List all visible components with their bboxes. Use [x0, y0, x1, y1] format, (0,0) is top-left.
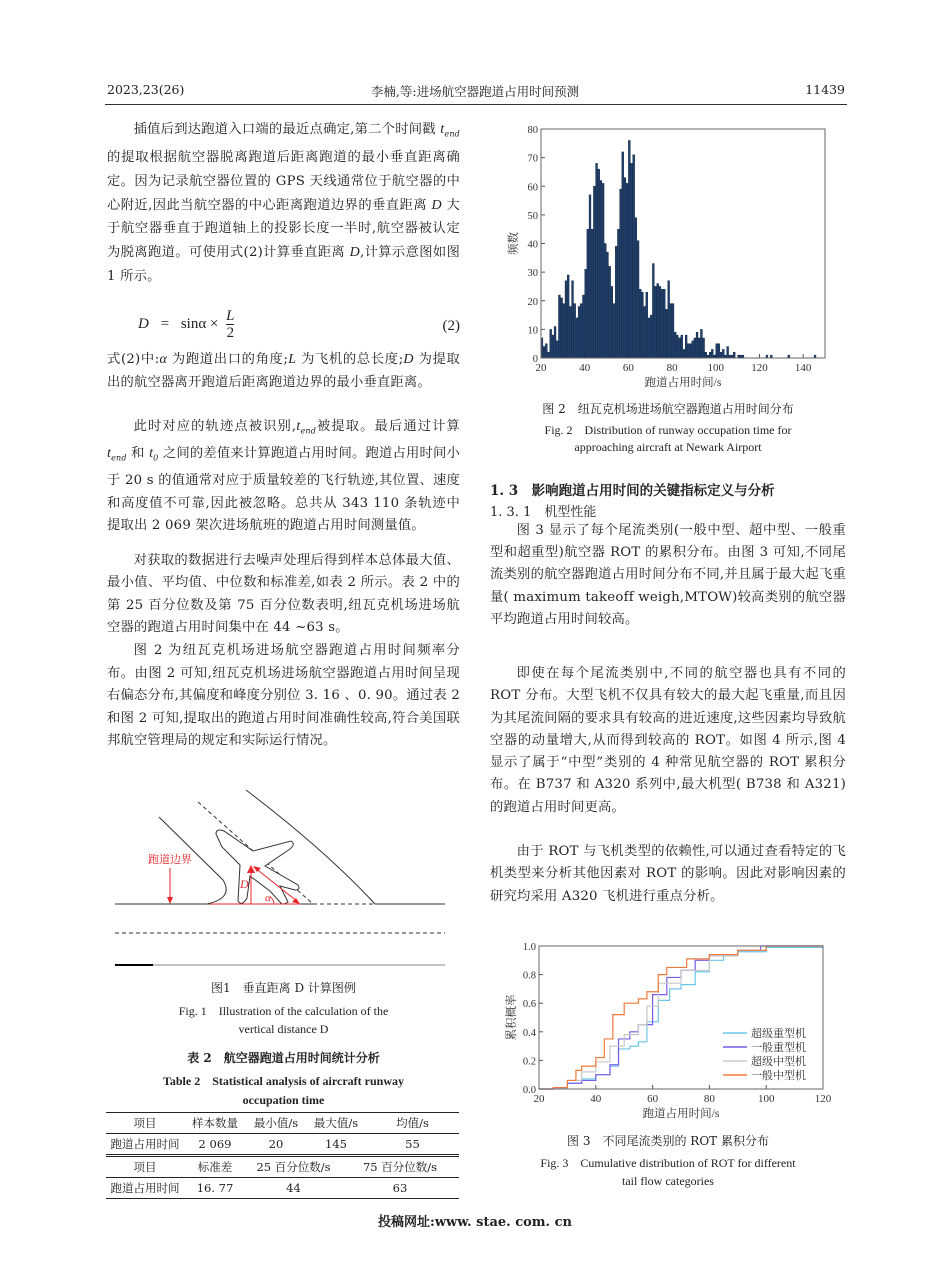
text-segment: 对获取的数据进行去噪声处理后得到样本总体最大值、最小值、平均值、中位数和标准差,如表 2 所示。表 2 中的第 25 百分位数及第 75 百分位数表明,纽瓦克机场进场航空器的跑道占用时间集中在 44 ~63 s。	[107, 553, 460, 636]
table-header-cell: 项目	[133, 1160, 157, 1174]
math-subscript: end	[300, 426, 317, 436]
figure-3-cdf-chart	[495, 935, 835, 1125]
table-header-cell: 均值/s	[396, 1116, 429, 1130]
paragraph	[490, 663, 846, 819]
histogram-bar	[659, 286, 661, 358]
histogram-bar	[554, 327, 556, 358]
x-tick-label: 60	[647, 1093, 659, 1105]
table-cell: 16. 77	[196, 1181, 234, 1195]
table-cell: 63	[392, 1181, 408, 1195]
text-segment: 为跑道出口的角度;	[167, 352, 289, 367]
paragraph	[107, 550, 460, 640]
histogram-bar	[558, 295, 560, 358]
histogram-bar	[716, 344, 718, 358]
table-header-cell: 最大值/s	[313, 1116, 359, 1130]
x-tick-label: 40	[579, 362, 591, 374]
table-header-cell: 样本数量	[192, 1116, 238, 1130]
text-segment: ,计算示意图如图 1 所示。	[107, 245, 461, 284]
figure-2-caption-en: Fig. 2 Distribution of runway occupation time for	[544, 423, 792, 437]
histogram-bar	[648, 318, 650, 358]
histogram-bar	[589, 195, 591, 358]
table-2	[106, 1112, 459, 1199]
eq-sign: =	[160, 315, 170, 332]
math-subscript: end	[111, 453, 127, 463]
histogram-bar	[668, 281, 670, 358]
histogram-bar	[698, 338, 700, 358]
header-title: 李楠,等:进场航空器跑道占用时间预测	[370, 84, 580, 99]
table-cell: 55	[405, 1137, 420, 1151]
histogram-bar	[598, 169, 600, 358]
table-header-cell: 最小值/s	[253, 1116, 299, 1130]
eq-denominator: 2	[226, 325, 235, 341]
histogram-bar	[593, 186, 595, 358]
math-variable: t	[149, 446, 154, 462]
figure-2-histogram	[495, 115, 835, 395]
histogram-bar	[661, 289, 663, 358]
eq-numerator: L	[226, 308, 235, 324]
histogram-bar	[565, 281, 567, 358]
histogram-bar	[646, 292, 648, 358]
histogram-bar	[687, 344, 689, 358]
y-tick-label: 0.6	[522, 999, 536, 1011]
histogram-bar	[733, 352, 735, 358]
eq-lhs: D	[138, 315, 149, 332]
histogram-bar	[672, 304, 674, 358]
math-variable: D	[431, 197, 442, 213]
histogram-bar	[652, 264, 654, 358]
histogram-bar	[576, 318, 578, 358]
x-tick-label: 20	[535, 362, 547, 374]
histogram-bar	[703, 338, 705, 358]
table-cell: 145	[325, 1137, 347, 1151]
x-axis-label: 跑道占用时间/s	[642, 1108, 720, 1120]
histogram-bar	[657, 284, 659, 358]
header-issue: 2023,23(26)	[107, 82, 185, 97]
paragraph	[107, 640, 460, 753]
histogram-bar	[545, 344, 547, 358]
y-tick-label: 0.4	[522, 1027, 536, 1039]
figure-3-caption-cn: 图 3 不同尾流类别的 ROT 累积分布	[567, 1134, 769, 1148]
histogram-bar	[655, 286, 657, 358]
text-segment: 插值后到达跑道入口端的最近点确定,第二个时间戳	[133, 122, 441, 137]
y-tick-label: 0.2	[522, 1056, 536, 1068]
x-tick-label: 140	[794, 362, 812, 374]
histogram-bar	[705, 352, 707, 358]
math-variable: D	[349, 245, 360, 261]
y-tick-label: 0	[532, 354, 538, 365]
histogram-bar	[556, 341, 558, 358]
math-variable: t	[107, 446, 112, 462]
label-runway-boundary: 跑道边界	[148, 854, 192, 866]
paragraph	[490, 520, 846, 631]
histogram-bar	[587, 229, 589, 358]
histogram-bar	[681, 335, 683, 358]
table-header-cell: 标准差	[197, 1160, 233, 1174]
table-header-cell: 25 百分位数/s	[256, 1160, 331, 1174]
text-segment: 和	[126, 446, 150, 462]
text-segment: 由于 ROT 与飞机类型的依赖性,可以通过查看特定的飞机类型来分析其他因素对 ROT 的影响。因此对影响因素的研究均采用 A320 飞机进行重点分析。	[490, 844, 846, 904]
histogram-bar	[709, 352, 711, 358]
x-tick-label: 20	[533, 1093, 545, 1105]
histogram-bar	[543, 347, 545, 358]
table-header-row	[106, 1157, 459, 1178]
histogram-bar	[585, 269, 587, 358]
x-tick-label: 100	[707, 362, 725, 374]
y-tick-label: 10	[527, 325, 538, 337]
histogram-bar	[550, 329, 552, 358]
math-subscript: 0	[153, 453, 159, 463]
x-tick-label: 120	[751, 362, 768, 374]
figure-2-caption-cn: 图 2 纽瓦克机场进场航空器跑道占用时间分布	[542, 402, 794, 416]
table-header-row	[106, 1113, 459, 1134]
x-tick-label: 40	[590, 1093, 602, 1105]
histogram-bar	[626, 183, 628, 358]
x-tick-label: 120	[814, 1093, 832, 1105]
table-2-caption-en-2: occupation time	[242, 1093, 325, 1107]
text-segment: 图 2 为纽瓦克机场进场航空器跑道占用时间频率分布。由图 2 可知,纽瓦克机场进场航空器跑道占用时间呈现右偏态分布,其偏度和峰度分别位 3. 16 、0. 90。通过表 2 和图 2 可知,提取出的跑道占用时间准确性较高,符合美国联邦航空管理局的规定和实际运行情况。	[107, 643, 460, 749]
x-tick-label: 60	[622, 362, 634, 374]
histogram-bar	[591, 229, 593, 358]
histogram-bar	[727, 347, 729, 358]
figure-1-caption-cn: 图1 垂直距离 D 计算图例	[211, 981, 356, 995]
histogram-bar	[639, 289, 641, 358]
histogram-bar	[617, 229, 619, 358]
histogram-bar	[663, 289, 665, 358]
y-tick-label: 20	[527, 296, 538, 308]
text-segment: 为提取出的航空器离开跑道后距离跑道边界的最小垂直距离。	[107, 352, 460, 390]
table-cell: 20	[268, 1137, 284, 1151]
y-tick-label: 40	[527, 239, 538, 251]
histogram-bar	[694, 338, 696, 358]
text-segment: 之间的差值来计算跑道占用时间。跑道占用时间小于 20 s 的值通常对应于质量较差的飞行轨迹,其位置、速度和高度值不可靠,因此被忽略。总共从 343 110 条轨迹中提取出 2 069 架次进场航班的跑道占用时间测量值。	[107, 446, 460, 533]
table-cell: 44	[286, 1181, 301, 1195]
table-header-cell: 项目	[133, 1116, 157, 1130]
histogram-bar	[615, 246, 617, 358]
histogram-bar	[622, 152, 624, 358]
table-row	[106, 1178, 459, 1199]
histogram-bar	[641, 292, 643, 358]
histogram-bar	[613, 304, 615, 358]
histogram-bar	[604, 244, 606, 359]
header-page-number: 11439	[805, 82, 845, 97]
text-segment: 此时对应的轨迹点被识别,	[133, 419, 297, 434]
x-tick-label: 100	[757, 1093, 775, 1105]
histogram-bar	[583, 295, 585, 358]
table-cell: 2 069	[198, 1137, 232, 1151]
text-segment: 大于航空器垂直于跑道轴上的投影长度一半时,航空器被认定为脱离跑道。可使用式(2)计算垂直距离	[107, 197, 460, 261]
histogram-bar	[718, 344, 720, 358]
figure-1-caption-en-2: vertical distance D	[238, 1022, 329, 1036]
x-axis-label: 跑道占用时间/s	[644, 377, 722, 389]
histogram-bar	[644, 306, 646, 358]
text-segment: 图 3 显示了每个尾流类别(一般中型、超中型、一般重型和超重型)航空器 ROT 的累积分布。由图 3 可知,不同尾流类别的航空器跑道占用时间分布不同,并且属于最大起飞重量( maximum takeoff weigh,MTOW)较高类别的航空器平均跑道占用时间较高。	[490, 523, 846, 627]
eq-number: (2)	[442, 318, 460, 334]
histogram-bar	[611, 286, 613, 358]
histogram-bar	[635, 218, 637, 358]
text-segment: 被提取。最后通过计算	[316, 419, 460, 434]
table-row	[106, 1134, 459, 1156]
histogram-bar	[692, 341, 694, 358]
figure-1-caption-en: Fig. 1 Illustration of the calculation of the	[178, 1004, 389, 1018]
histogram-bar	[700, 329, 702, 358]
y-tick-label: 0.0	[522, 1085, 536, 1096]
math-variable: L	[288, 352, 297, 367]
histogram-bar	[670, 304, 672, 358]
label-alpha: α	[265, 892, 271, 904]
histogram-bar	[631, 163, 633, 358]
text-segment: 的提取根据航空器脱离跑道后距离跑道的最小垂直距离确定。因为记录航空器位置的 GPS 天线通常位于航空器的中心附近,因此当航空器的中心距离跑道边界的垂直距离	[107, 150, 460, 213]
paragraph	[490, 841, 846, 908]
histogram-bar	[600, 181, 602, 358]
histogram-bar	[563, 304, 565, 358]
legend-label: 一般中型机	[751, 1070, 806, 1082]
histogram-bar	[561, 298, 563, 358]
histogram-bar	[567, 275, 569, 358]
table-2-caption-cn: 表 2 航空器跑道占用时间统计分析	[187, 1051, 380, 1065]
figure-2-caption-en-2: approaching aircraft at Newark Airport	[574, 440, 762, 454]
table-cell: 跑道占用时间	[110, 1137, 180, 1151]
histogram-bar	[609, 266, 611, 358]
y-tick-label: 30	[527, 268, 538, 280]
equation-2	[138, 308, 460, 348]
text-segment: 即使在每个尾流类别中,不同的航空器也具有不同的 ROT 分布。大型飞机不仅具有较大的最大起飞重量,而且因为其尾流间隔的要求具有较高的进近速度,这些因素均导致航空器的动量增大,从而得到较高的 ROT。如图 4 所示,图 4 显示了属于“中型”类别的 4 种常见航空器的 ROT 累积分布。在 B737 和 A320 系列中,最大机型( B738 和 A321)的跑道占用时间更高。	[490, 666, 846, 815]
y-tick-label: 0.8	[522, 970, 536, 982]
text-segment: 为飞机的总长度;	[296, 352, 404, 367]
histogram-bar	[720, 352, 722, 358]
histogram-bar	[548, 352, 550, 358]
histogram-bar	[666, 309, 668, 358]
section-heading: 1. 3 影响跑道占用时间的关键指标定义与分析	[490, 483, 775, 499]
footer-submission-url: 投稿网址:www. stae. com. cn	[378, 1215, 572, 1230]
text-segment: 式(2)中:	[107, 352, 160, 367]
table-cell: 跑道占用时间	[110, 1181, 180, 1195]
histogram-bar	[685, 335, 687, 358]
math-variable: D	[403, 352, 414, 367]
figure-1-diagram	[110, 770, 470, 980]
histogram-bar	[620, 189, 622, 358]
y-tick-label: 80	[527, 125, 538, 136]
histogram-bar	[690, 344, 692, 358]
histogram-bar	[624, 178, 626, 358]
y-axis-label: 频数	[508, 232, 520, 255]
arrowhead-icon	[167, 897, 173, 904]
histogram-bar	[628, 140, 630, 358]
header-rule	[105, 104, 847, 105]
histogram-bar	[578, 306, 580, 358]
histogram-bar	[676, 335, 678, 358]
histogram-bar	[569, 306, 571, 358]
x-tick-label: 80	[703, 1093, 715, 1105]
math-variable: t	[296, 419, 301, 434]
y-tick-label: 50	[527, 210, 538, 222]
legend-label: 一般重型机	[751, 1042, 806, 1054]
histogram-bar	[674, 332, 676, 358]
table-2-caption-en: Table 2 Statistical analysis of aircraft runway	[162, 1074, 404, 1088]
histogram-bar	[722, 349, 724, 358]
histogram-bar	[574, 304, 576, 358]
math-subscript: end	[444, 129, 460, 139]
histogram-bar	[696, 332, 698, 358]
histogram-bar	[711, 349, 713, 358]
histogram-bar	[683, 349, 685, 358]
figure-3-caption-en: Fig. 3 Cumulative distribution of ROT for different	[540, 1156, 796, 1170]
x-tick-label: 80	[666, 362, 678, 374]
legend-label: 超级中型机	[751, 1056, 806, 1068]
histogram-bar	[552, 335, 554, 358]
math-variable: α	[159, 352, 168, 367]
figure-3-caption-en-2: tail flow categories	[622, 1174, 714, 1188]
paragraph	[107, 118, 460, 289]
histogram-bar	[650, 315, 652, 358]
table-header-cell: 75 百分位数/s	[362, 1160, 438, 1174]
histogram-bar	[602, 183, 604, 358]
histogram-bar	[637, 241, 639, 358]
y-tick-label: 70	[527, 153, 538, 165]
paragraph	[107, 349, 460, 394]
histogram-bar	[679, 338, 681, 358]
y-tick-label: 1.0	[522, 942, 536, 953]
label-d: D	[240, 877, 249, 891]
y-tick-label: 60	[527, 182, 538, 194]
paragraph	[107, 416, 460, 537]
histogram-bar	[572, 281, 574, 358]
histogram-bar	[633, 155, 635, 358]
eq-rhs: sinα ×	[180, 315, 219, 332]
histogram-bar	[596, 163, 598, 358]
y-axis-label: 累积概率	[506, 994, 518, 1041]
legend-label: 超级重型机	[751, 1028, 806, 1040]
histogram-bar	[607, 252, 609, 358]
histogram-bar	[580, 304, 582, 358]
subsection-heading: 1. 3. 1 机型性能	[490, 505, 597, 520]
math-variable: t	[440, 122, 445, 137]
